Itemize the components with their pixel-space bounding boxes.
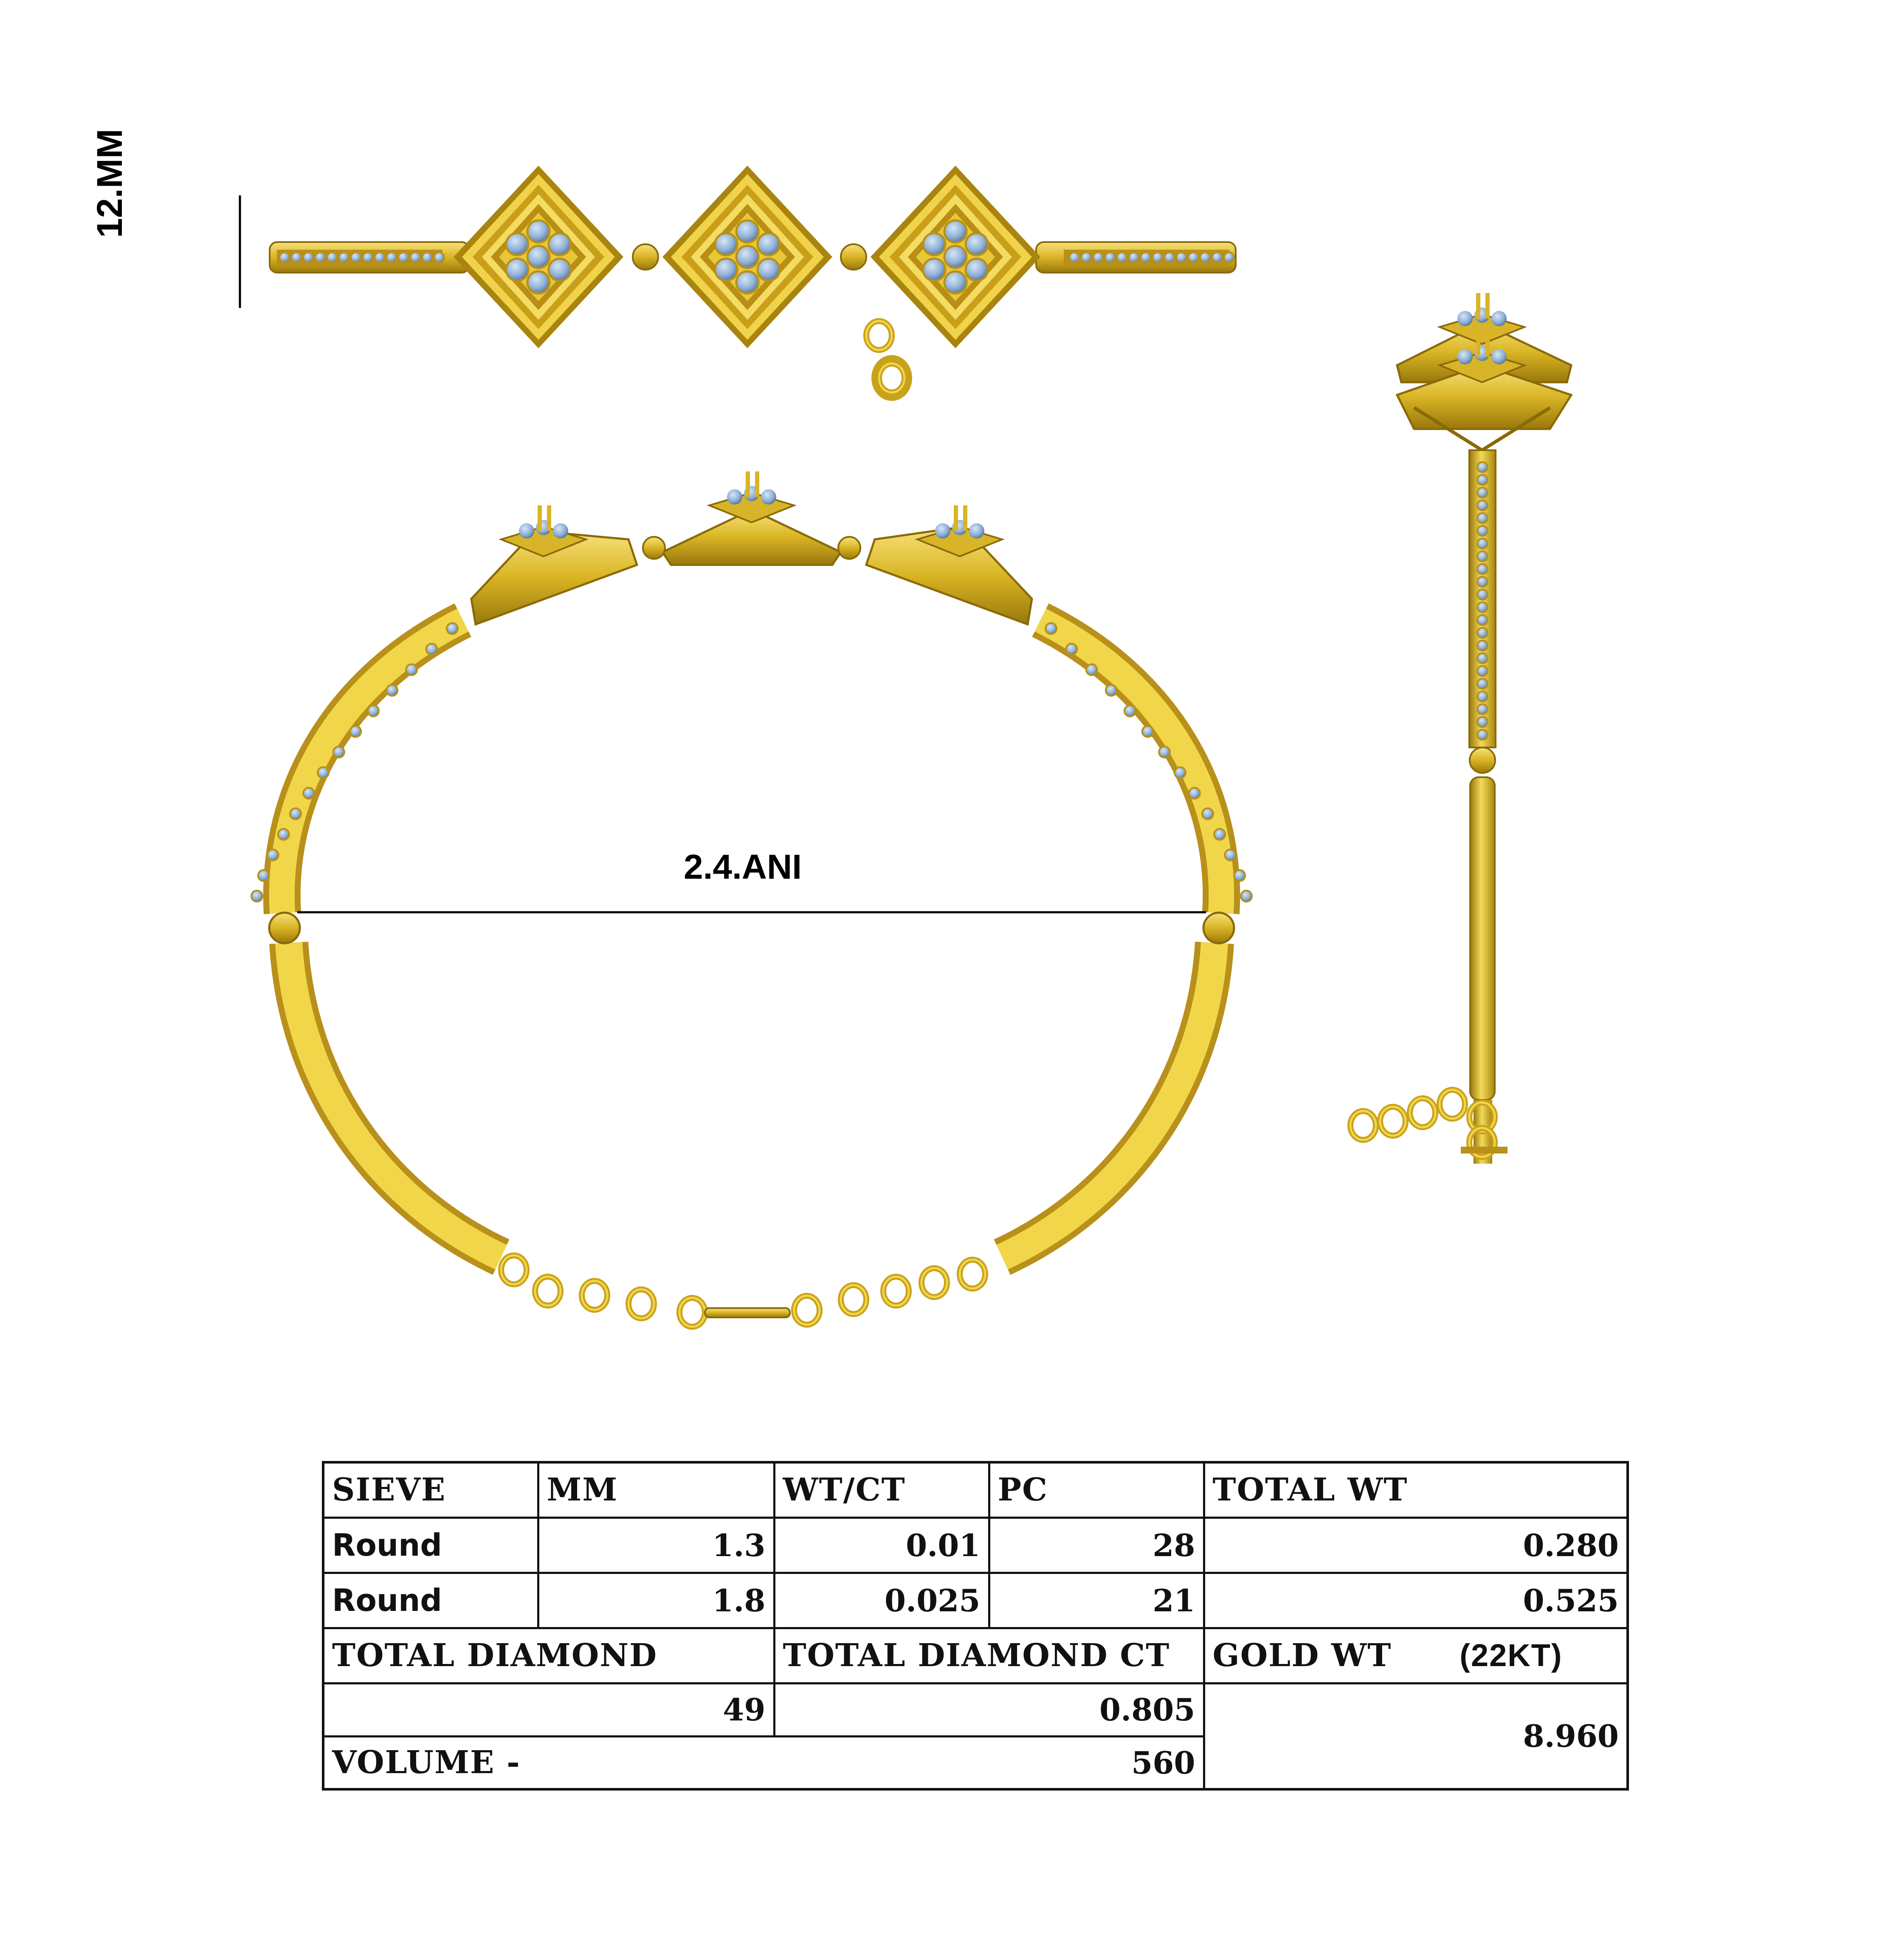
accent-stone bbox=[1129, 252, 1139, 262]
pc-cell: 28 bbox=[989, 1517, 1204, 1573]
summary-value-row bbox=[323, 1683, 1628, 1736]
total-diamond-ct-value: 0.805 bbox=[774, 1683, 1204, 1736]
accent-stone bbox=[447, 623, 458, 634]
pc-cell: 21 bbox=[989, 1573, 1204, 1628]
header-mm: MM bbox=[538, 1462, 774, 1517]
accent-stone bbox=[1477, 602, 1488, 612]
table-header-row bbox=[323, 1462, 1628, 1517]
gold-wt-label: GOLD WT bbox=[1212, 1637, 1392, 1674]
gold-wt-value: 8.960 bbox=[1204, 1683, 1628, 1789]
accent-stone bbox=[1477, 526, 1488, 536]
accent-stone bbox=[1477, 513, 1488, 523]
accent-stone bbox=[1477, 615, 1488, 625]
accent-stone bbox=[1212, 252, 1222, 262]
accent-stone bbox=[434, 252, 444, 262]
sieve-cell: Round bbox=[323, 1573, 538, 1628]
accent-stone bbox=[1093, 252, 1103, 262]
accent-stone bbox=[1202, 808, 1213, 819]
accent-stone bbox=[1224, 252, 1234, 262]
accent-stone bbox=[1477, 653, 1488, 663]
accent-stone bbox=[1477, 475, 1488, 485]
wt-ct-cell: 0.01 bbox=[774, 1517, 989, 1573]
table-row bbox=[323, 1573, 1628, 1628]
accent-stone bbox=[1175, 767, 1186, 778]
diameter-dimension-label: 2.4.ANI bbox=[684, 848, 802, 886]
accent-stone bbox=[1477, 691, 1488, 702]
accent-stone bbox=[1477, 488, 1488, 498]
accent-stone bbox=[303, 788, 314, 799]
accent-stone bbox=[1152, 252, 1163, 262]
accent-stone bbox=[350, 726, 361, 737]
gold-wt-label-cell bbox=[1204, 1628, 1628, 1683]
side-view bbox=[1350, 293, 1571, 1164]
accent-stone bbox=[351, 252, 361, 262]
accent-stone bbox=[406, 664, 417, 675]
accent-stone bbox=[1477, 666, 1488, 676]
table-row bbox=[323, 1517, 1628, 1573]
accent-stone bbox=[1477, 717, 1488, 727]
accent-stone bbox=[1176, 252, 1186, 262]
accent-stone bbox=[327, 252, 337, 262]
accent-stone bbox=[1477, 551, 1488, 561]
accent-stone bbox=[1477, 628, 1488, 638]
accent-stone bbox=[422, 252, 432, 262]
height-dimension-label: 12.MM bbox=[90, 129, 130, 238]
accent-stone bbox=[1477, 539, 1488, 549]
accent-stone bbox=[1188, 252, 1198, 262]
wt-ct-cell: 0.025 bbox=[774, 1573, 989, 1628]
accent-stone bbox=[1045, 623, 1057, 634]
total-diamond-ct-label: TOTAL DIAMOND CT bbox=[774, 1628, 1204, 1683]
accent-stone bbox=[1477, 640, 1488, 651]
accent-stone bbox=[1477, 589, 1488, 600]
total-diamond-label: TOTAL DIAMOND bbox=[323, 1628, 774, 1683]
gold-kt-label: (22KT) bbox=[1460, 1638, 1563, 1673]
accent-stone bbox=[386, 252, 397, 262]
accent-stone bbox=[1214, 829, 1225, 840]
accent-stone bbox=[1225, 849, 1236, 860]
volume-label: VOLUME - bbox=[323, 1736, 774, 1789]
total-wt-cell: 0.280 bbox=[1204, 1517, 1628, 1573]
volume-value: 560 bbox=[774, 1736, 1204, 1789]
header-total-wt: TOTAL WT bbox=[1204, 1462, 1628, 1517]
accent-stone bbox=[1477, 704, 1488, 714]
summary-label-row bbox=[323, 1628, 1628, 1683]
accent-stone bbox=[363, 252, 373, 262]
front-view bbox=[251, 471, 1252, 1327]
accent-stone bbox=[386, 685, 397, 696]
accent-stone bbox=[1106, 685, 1117, 696]
sieve-cell: Round bbox=[323, 1517, 538, 1573]
accent-stone bbox=[339, 252, 349, 262]
accent-stone bbox=[1159, 747, 1170, 758]
accent-stone bbox=[426, 643, 437, 654]
accent-stone bbox=[1477, 679, 1488, 689]
accent-stone bbox=[1477, 500, 1488, 510]
accent-stone bbox=[1477, 577, 1488, 587]
accent-stone bbox=[410, 252, 420, 262]
accent-stone bbox=[290, 808, 301, 819]
accent-stone bbox=[1105, 252, 1115, 262]
accent-stone bbox=[268, 849, 279, 860]
accent-stone bbox=[375, 252, 385, 262]
accent-stone bbox=[1124, 705, 1136, 716]
accent-stone bbox=[318, 767, 329, 778]
top-view bbox=[240, 166, 1236, 398]
accent-stone bbox=[333, 747, 344, 758]
accent-stone bbox=[291, 252, 302, 262]
accent-stone bbox=[315, 252, 325, 262]
mm-cell: 1.3 bbox=[538, 1517, 774, 1573]
mm-cell: 1.8 bbox=[538, 1573, 774, 1628]
total-wt-cell: 0.525 bbox=[1204, 1573, 1628, 1628]
accent-stone bbox=[1141, 252, 1151, 262]
header-wt-ct: WT/CT bbox=[774, 1462, 989, 1517]
accent-stone bbox=[1142, 726, 1153, 737]
accent-stone bbox=[1241, 891, 1252, 902]
accent-stone bbox=[1189, 788, 1200, 799]
accent-stone bbox=[1234, 870, 1245, 881]
total-diamond-value: 49 bbox=[323, 1683, 774, 1736]
accent-stone bbox=[278, 829, 289, 840]
accent-stone bbox=[1477, 730, 1488, 740]
accent-stone bbox=[279, 252, 290, 262]
accent-stone bbox=[1477, 564, 1488, 574]
accent-stone bbox=[258, 870, 269, 881]
header-pc: PC bbox=[989, 1462, 1204, 1517]
spec-table bbox=[322, 1461, 1629, 1791]
accent-stone bbox=[1200, 252, 1210, 262]
accent-stone bbox=[1117, 252, 1127, 262]
accent-stone bbox=[251, 891, 262, 902]
accent-stone bbox=[1086, 664, 1097, 675]
accent-stone bbox=[1069, 252, 1079, 262]
accent-stone bbox=[1066, 643, 1077, 654]
accent-stone bbox=[398, 252, 409, 262]
header-sieve: SIEVE bbox=[323, 1462, 538, 1517]
accent-stone bbox=[1081, 252, 1091, 262]
accent-stone bbox=[1477, 462, 1488, 472]
accent-stone bbox=[368, 705, 379, 716]
accent-stone bbox=[303, 252, 313, 262]
accent-stone bbox=[1164, 252, 1175, 262]
